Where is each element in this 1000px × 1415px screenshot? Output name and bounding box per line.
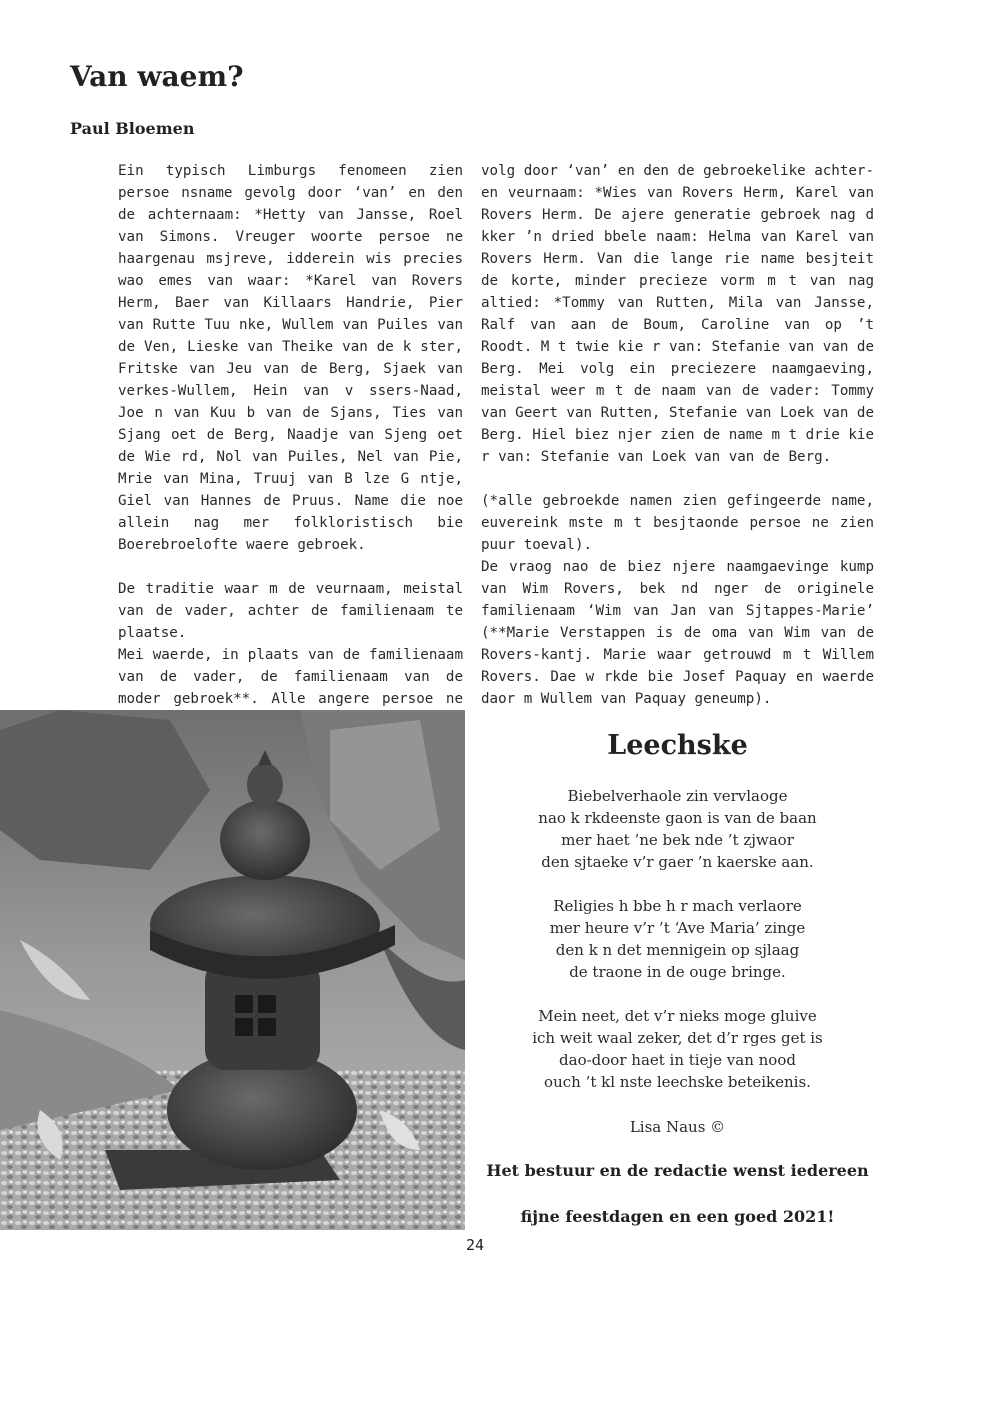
paragraph: De traditie waar m de veurnaam, meistal van de vader, achter de familienaam te plaatse. bbox=[118, 581, 463, 641]
poem-line: Biebelverhaole zin vervlaoge bbox=[567, 787, 788, 805]
poem-line: Religies h bbe h r mach verlaore bbox=[553, 897, 802, 915]
poem-line: mer heure v’r ’t ‘Ave Maria’ zinge bbox=[549, 919, 806, 937]
poem-line: ich weit waal zeker, det d’r rges get is bbox=[532, 1029, 823, 1047]
poem-line: den sjtaeke v’r gaer ’n kaerske aan. bbox=[541, 853, 814, 871]
paragraph: Mei waerde, in plaats van de familienaam van de vader, de familienaam van de moder gebroek**. Alle angere persoe ne bbox=[118, 647, 463, 707]
poem-line: mer haet ’ne bek nde ’t zjwaor bbox=[561, 831, 794, 849]
article-title: Van waem? bbox=[70, 60, 244, 93]
article-author: Paul Bloemen bbox=[70, 119, 195, 138]
greeting-line-2: fijne feestdagen en een goed 2021! bbox=[520, 1207, 835, 1226]
poem-author: Lisa Naus © bbox=[629, 1118, 726, 1136]
paragraph: De vraog nao de biez njere naamgaevinge kump van Wim Rovers, bek nd nger de originele familienaam ‘Wim van Jan van Sjtappes-Marie’ (**Marie Verstappen is de oma van Wim van de Rovers-kantj. Marie waar getrouwd m t Willem Rovers. Dae w rkde bie Josef Paquay en waerde daor m Wullem van Paquay geneump). bbox=[481, 559, 874, 707]
poem-line: den k n det mennigein op sjlaag bbox=[555, 941, 800, 959]
poem-stanza bbox=[481, 1005, 874, 1093]
poem-line: ouch ’t kl nste leechske beteikenis. bbox=[544, 1073, 811, 1091]
poem-stanza bbox=[481, 785, 874, 873]
paragraph: Ein typisch Limburgs fenomeen zien persoe nsname gevolg door ‘van’ en den de achternaam: *Hetty van Jansse, Roel van Simons. Vreuger woorte persoe ne haargenau msjreve, idderein wis precies wao emes van waar: *Karel van Rovers Herm, Baer van Killaars Handrie, Pier van Rutte Tuu nke, Wullem van Puiles van de Ven, Lieske van Theike van de k ster, Fritske van Jeu van de Berg, Sjaek van verkes-Wullem, Hein van v ssers-Naad, Joe n van Kuu b van de Sjans, Ties van Sjang oet de Berg, Naadje van Sjeng oet de Wie rd, Nol van Puiles, Nel van Pie, Mrie van Mina, Truuj van B lze G ntje, Giel van Hannes de Pruus. Name die noe allein nag mer folkloristisch bie Boerebroelofte waere gebroek. bbox=[118, 163, 463, 553]
poem-title: Leechske bbox=[607, 730, 748, 761]
poem-stanza bbox=[481, 895, 874, 983]
paragraph: volg door ‘van’ en den de gebroekelike achter- en veurnaam: *Wies van Rovers Herm, Karel van Rovers Herm. De ajere generatie gebroek nag d kker ’n dried bbele naam: Helma van Karel van Rovers Herm. Van die lange rie name besjteit de korte, minder precieze vorm m t van nag altied: *Tommy van Rutten, Mila van Jansse, Ralf van aan de Boum, Caroline van op ’t Roodt. M t twie kie r van: Stefanie van van de Berg. Mei volg ein preciezere naamgaeving, meistal weer m t de naam van de vader: Tommy van Geert van Rutten, Stefanie van Loek van de Berg. Hiel biez njer zien de name m t drie kie r van: Stefanie van Loek van van de Berg. bbox=[481, 163, 874, 465]
article-column-right bbox=[481, 160, 874, 710]
poem-line: dao-door haet in tieje van nood bbox=[559, 1051, 796, 1069]
article-column-left bbox=[118, 160, 463, 754]
stone-lantern-photo bbox=[0, 710, 465, 1230]
poem-line: de traone in de ouge bringe. bbox=[569, 963, 786, 981]
poem-line: nao k rkdeenste gaon is van de baan bbox=[538, 809, 817, 827]
greeting-line-1: Het bestuur en de redactie wenst iedereen bbox=[486, 1161, 869, 1180]
page-number: 24 bbox=[465, 1236, 485, 1254]
footnote: (*alle gebroekde namen zien gefingeerde name, euvereink mste m t besjtaonde persoe ne zien puur toeval). bbox=[481, 493, 874, 553]
poem-line: Mein neet, det v’r nieks moge gluive bbox=[538, 1007, 817, 1025]
poem-body bbox=[481, 785, 874, 1115]
